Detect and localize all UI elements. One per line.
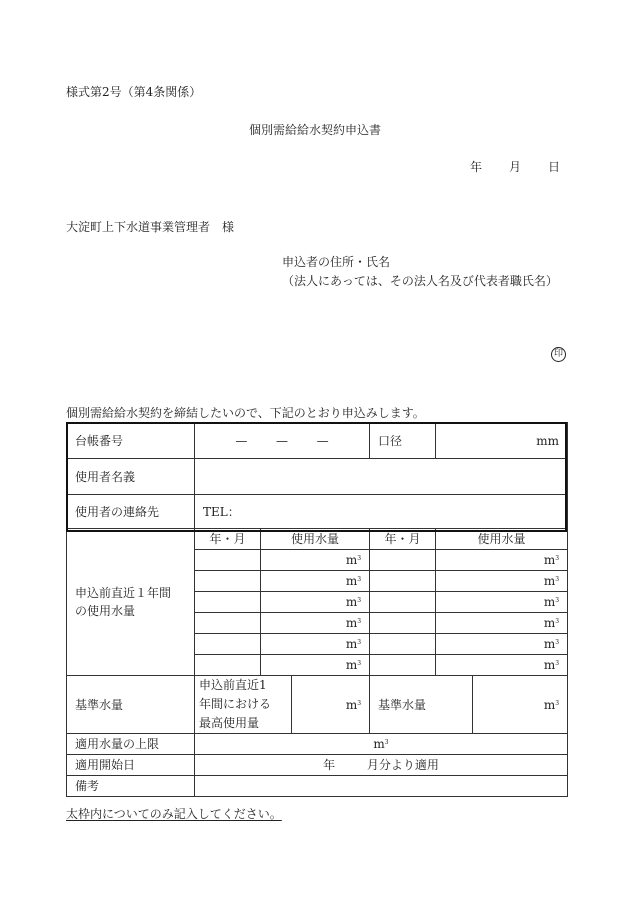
limit-row	[67, 734, 568, 755]
year-month-field[interactable]	[195, 655, 261, 676]
year-month-field[interactable]	[195, 634, 261, 655]
year-month-field[interactable]	[370, 571, 436, 592]
header-year-month-left: 年・月	[195, 529, 261, 550]
applicant-label: 申込者の住所・氏名	[282, 255, 391, 269]
diameter-unit: mm	[536, 433, 560, 448]
usage-field[interactable]	[436, 571, 568, 592]
ledger-dash-1: —	[235, 433, 248, 448]
date-day: 日	[547, 160, 560, 174]
usage-field[interactable]	[261, 550, 370, 571]
date-month: 月	[508, 160, 521, 174]
user-name-field[interactable]	[195, 459, 568, 495]
diameter-label: 口径	[370, 423, 436, 459]
usage-field[interactable]	[436, 634, 568, 655]
start-date-field[interactable]	[195, 755, 568, 776]
year-month-field[interactable]	[370, 655, 436, 676]
usage-label	[67, 529, 195, 676]
intro-text: 個別需給給水契約を締結したいので、下記のとおり申込みします。	[66, 406, 425, 420]
applicant-note: （法人にあっては、その法人名及び代表者職氏名）	[282, 274, 558, 288]
usage-field[interactable]	[261, 655, 370, 676]
year-month-field[interactable]	[370, 613, 436, 634]
max-usage-line-2: 年間における	[199, 697, 272, 711]
remarks-label: 備考	[67, 776, 195, 797]
usage-field[interactable]	[261, 634, 370, 655]
ledger-row	[67, 423, 568, 459]
usage-label-line-2: の使用水量	[75, 604, 136, 618]
usage-header-row	[67, 529, 568, 550]
unit-m3: $m^3$	[543, 658, 560, 672]
max-usage-label	[195, 676, 292, 734]
unit-m3: $m^3$	[373, 737, 389, 751]
usage-field[interactable]	[436, 613, 568, 634]
usage-field[interactable]	[436, 592, 568, 613]
unit-m3: $m^3$	[543, 595, 560, 609]
standard-volume-label-2: 基準水量	[370, 676, 473, 734]
ledger-dash-2: —	[276, 433, 288, 448]
unit-m3: $m^3$	[345, 595, 362, 609]
max-usage-line-3: 最高使用量	[199, 716, 260, 730]
remarks-row	[67, 776, 568, 797]
start-month-suffix: 月分より適用	[366, 758, 439, 772]
user-name-row	[67, 459, 568, 495]
form-number-label: 様式第2号（第4条関係）	[66, 85, 202, 99]
document-title: 個別需給給水契約申込書	[248, 123, 381, 137]
start-year-label: 年	[323, 758, 336, 772]
unit-m3: $m^3$	[543, 574, 560, 588]
usage-field[interactable]	[436, 655, 568, 676]
usage-field[interactable]	[261, 592, 370, 613]
contact-label: 使用者の連絡先	[67, 495, 195, 529]
limit-field[interactable]	[195, 734, 568, 755]
date-line	[470, 161, 560, 173]
addressee: 大淀町上下水道事業管理者 様	[66, 220, 235, 234]
unit-m3: $m^3$	[345, 637, 362, 651]
unit-m3: $m^3$	[543, 637, 560, 651]
ledger-number-field[interactable]	[195, 423, 370, 459]
ledger-label: 台帳番号	[67, 423, 195, 459]
start-date-row	[67, 755, 568, 776]
year-month-field[interactable]	[195, 571, 261, 592]
footnote: 太枠内についてのみ記入してください。	[66, 807, 282, 821]
unit-m3: $m^3$	[345, 697, 362, 712]
year-month-field[interactable]	[195, 613, 261, 634]
standard-volume-field[interactable]	[473, 676, 568, 734]
year-month-field[interactable]	[370, 592, 436, 613]
header-usage-right: 使用水量	[436, 529, 568, 550]
unit-m3: $m^3$	[345, 574, 362, 588]
header-year-month-right: 年・月	[370, 529, 436, 550]
unit-m3: $m^3$	[345, 616, 362, 630]
unit-m3: $m^3$	[543, 553, 560, 567]
header-usage-left: 使用水量	[261, 529, 370, 550]
year-month-field[interactable]	[195, 592, 261, 613]
usage-label-line-1: 申込前直近１年間	[75, 586, 172, 600]
diameter-field[interactable]	[436, 423, 568, 459]
user-name-label: 使用者名義	[67, 459, 195, 495]
ledger-dash-3: —	[316, 433, 329, 448]
unit-m3: $m^3$	[543, 616, 560, 630]
usage-field[interactable]	[261, 613, 370, 634]
application-table	[66, 422, 568, 797]
contact-field[interactable]	[195, 495, 568, 529]
year-month-field[interactable]	[195, 550, 261, 571]
contact-row	[67, 495, 568, 529]
unit-m3: $m^3$	[345, 553, 362, 567]
limit-label: 適用水量の上限	[67, 734, 195, 755]
start-date-label: 適用開始日	[67, 755, 195, 776]
usage-field[interactable]	[436, 550, 568, 571]
seal-mark: 印	[551, 347, 566, 362]
max-usage-field[interactable]	[292, 676, 370, 734]
year-month-field[interactable]	[370, 550, 436, 571]
unit-m3: $m^3$	[543, 697, 560, 712]
unit-m3: $m^3$	[345, 658, 362, 672]
date-year: 年	[470, 160, 483, 174]
standard-volume-label: 基準水量	[67, 676, 195, 734]
max-usage-line-1: 申込前直近1	[199, 678, 267, 692]
remarks-field[interactable]	[195, 776, 568, 797]
standard-volume-row	[67, 676, 568, 734]
usage-field[interactable]	[261, 571, 370, 592]
year-month-field[interactable]	[370, 634, 436, 655]
tel-prefix: TEL：	[203, 504, 240, 519]
